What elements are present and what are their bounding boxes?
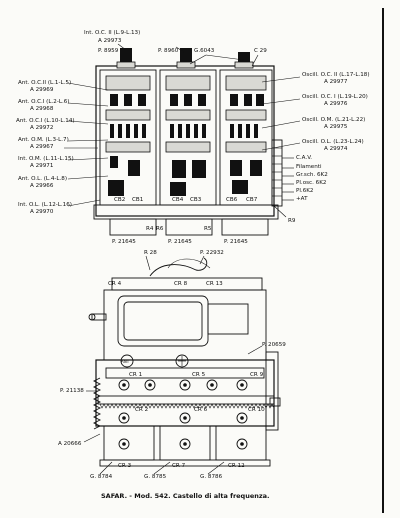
label-oscill-om: Oscill. O.M. (L.21-L.22): [302, 117, 366, 123]
label-cb1: CB1: [132, 197, 144, 203]
label-cr9: CR 9: [250, 372, 264, 378]
label-p20659: P. 20659: [262, 342, 286, 348]
label-p21645-2: P. 21645: [168, 239, 192, 245]
variable-capacitor-frame: [118, 296, 208, 346]
figure-caption: SAFAR. - Mod. 542. Castello di alta frequenza.: [101, 492, 270, 500]
label-cr4: CR 4: [108, 281, 122, 287]
coil-rows-left: [106, 76, 150, 196]
label-cb3: CB3: [190, 197, 202, 203]
label-cr12: CR 12: [228, 463, 245, 469]
label-g8786: G. 8786: [200, 474, 223, 480]
label-a29967: A 29967: [30, 144, 54, 150]
label-cb7: CB7: [246, 197, 258, 203]
label-g8784: G. 8784: [90, 474, 113, 480]
label-p21138: P. 21138: [60, 388, 84, 394]
label-cr8: CR 8: [174, 281, 188, 287]
label-a29975: A 29975: [324, 124, 348, 130]
label-p8960: P. 8960: [158, 48, 179, 54]
label-cr2: CR 2: [135, 407, 149, 413]
variable-capacitor-inner: [124, 302, 202, 340]
label-ant-om: Ant. O.M. (L.3-L.7): [18, 137, 69, 143]
label-g6043: G.6043: [194, 48, 215, 54]
label-a29976: A 29976: [324, 101, 348, 107]
side-block: [208, 304, 248, 334]
label-a20666: A 20666: [58, 441, 82, 447]
right-bracket: [266, 352, 278, 430]
label-p21645-1: P. 21645: [112, 239, 136, 245]
label-cr6: CR 6: [194, 407, 208, 413]
label-cr5: CR 5: [192, 372, 206, 378]
lower-chassis: [104, 290, 266, 360]
label-c29: C 29: [254, 48, 267, 54]
label-ant-ol: Ant. O.L. (L.4-L.8): [18, 176, 68, 182]
label-ant-oc1-b: Ant. O.C.I (L.10-L.14): [16, 118, 75, 124]
label-a29971: A 29971: [30, 163, 54, 169]
label-cb4: CB4: [172, 197, 184, 203]
label-ant: ANT: [121, 359, 130, 364]
spring: [94, 378, 100, 429]
switch-base: [96, 360, 274, 426]
label-r6: R6: [156, 226, 164, 232]
label-cr13: CR 13: [206, 281, 223, 287]
upper-base-rail: [94, 205, 278, 219]
label-ant-oc1: Ant. O.C.I (L.2-L.6): [18, 99, 70, 105]
label-grsch: Gr.sch. 6K2: [296, 172, 328, 178]
screw-row-3: [119, 439, 247, 449]
left-leaders: [64, 83, 108, 206]
trimmer-cap-middle: [177, 48, 195, 68]
screw-row-2: [119, 413, 247, 423]
label-oscill-oc2: Oscill. O.C. II (L.17-L.18): [302, 72, 370, 78]
lower-assembly: [84, 256, 280, 474]
label-a29969: A 29969: [30, 87, 54, 93]
trimmer-cap-left: [117, 48, 135, 68]
label-cr3: CR 3: [118, 463, 132, 469]
label-a29973: A 29973: [98, 38, 122, 44]
screw-row-1: [119, 380, 247, 390]
label-cr7: CR 7: [172, 463, 186, 469]
label-oscill-ol: Oscill. O.L. (L.23-L.24): [302, 139, 364, 145]
label-r5: R5: [204, 226, 212, 232]
label-cav: C.A.V.: [296, 155, 313, 161]
label-cb6: CB6: [226, 197, 238, 203]
coil-rows-middle: [166, 76, 210, 196]
comb-rail: [98, 396, 274, 404]
label-ant-oc2: Ant. O.C.II (L.1-L.5): [18, 80, 72, 86]
coil-rows-right: [226, 76, 266, 194]
label-a29970: A 29970: [30, 209, 54, 215]
label-int-om: Int. O.M. (L.11-L.15): [18, 156, 74, 162]
label-p22932: P. 22932: [200, 250, 224, 256]
label-plosc: Pl.osc. 6K2: [296, 180, 327, 186]
label-r4: R4: [146, 226, 154, 232]
label-a29972: A 29972: [30, 125, 54, 131]
label-p8959: P. 8959: [98, 48, 119, 54]
label-a29974: A 29974: [324, 146, 348, 152]
label-cr10: CR 10: [248, 407, 265, 413]
lower-leaders: [84, 256, 262, 474]
label-cb2: CB2: [114, 197, 126, 203]
label-a29977: A 29977: [324, 79, 348, 85]
label-at: +AT: [296, 196, 308, 202]
label-oscill-oc1: Oscill. O.C. I (L.19-L.20): [302, 94, 368, 100]
upper-assembly: [64, 44, 300, 235]
stand-plate-3: [222, 219, 268, 235]
label-g8785: G. 8785: [144, 474, 167, 480]
label-r28: R 28: [144, 250, 157, 256]
label-pl6k2: Pl.6K2: [296, 188, 314, 194]
label-r9: R9: [288, 218, 296, 224]
label-p21645-3: P. 21645: [224, 239, 248, 245]
label-a29966: A 29966: [30, 183, 54, 189]
label-filamenti: Filamenti: [296, 164, 322, 170]
label-a29968: A 29968: [30, 106, 54, 112]
label-int-ol: Int. O.L. (L.12-L.16): [18, 202, 72, 208]
label-cr1: CR 1: [129, 372, 143, 378]
label-int-oc2: Int. O.C. II (L.9-L.13): [84, 30, 141, 36]
